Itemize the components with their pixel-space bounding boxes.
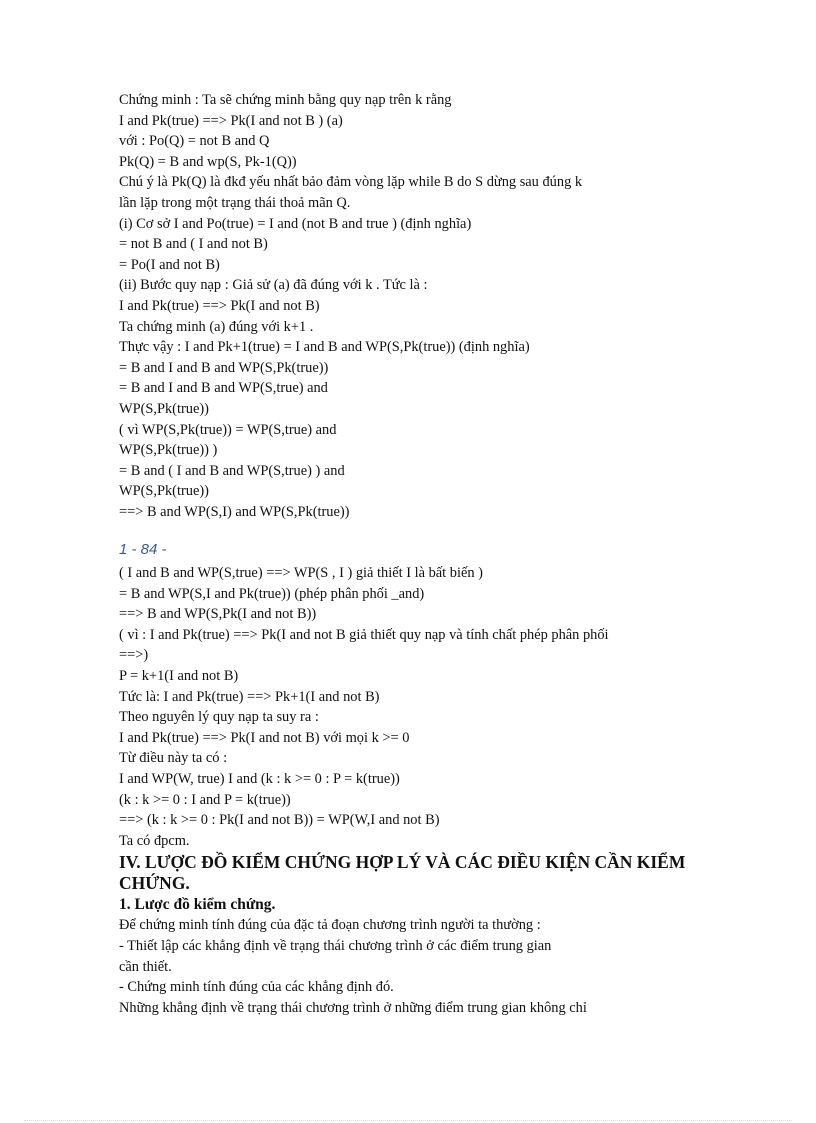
text-line: I and Pk(true) ==> Pk(I and not B) — [119, 297, 320, 314]
text-line: Tức là: I and Pk(true) ==> Pk+1(I and not B) — [119, 688, 380, 705]
page-content — [119, 90, 719, 1018]
text-line: WP(S,Pk(true)) — [119, 400, 209, 417]
text-line: ==> B and WP(S,Pk(I and not B)) — [119, 606, 317, 623]
text-line: (i) Cơ sở I and Po(true) = I and (not B and true ) (định nghĩa) — [119, 215, 472, 232]
text-line: Từ điều này ta có : — [119, 750, 228, 767]
text-line: WP(S,Pk(true)) ) — [119, 442, 218, 459]
text-line: I and Pk(true) ==> Pk(I and not B) với mọi k >= 0 — [119, 729, 410, 746]
text-line: ( vì : I and Pk(true) ==> Pk(I and not B giả thiết quy nạp và tính chất phép phân phối — [119, 626, 609, 643]
text-line: ( I and B and WP(S,true) ==> WP(S , I ) giả thiết I là bất biến ) — [119, 565, 483, 582]
text-line: = B and I and B and WP(S,Pk(true)) — [119, 359, 329, 376]
text-line: Thực vậy : I and Pk+1(true) = I and B and WP(S,Pk(true)) (định nghĩa) — [119, 339, 530, 356]
text-line: - Thiết lập các khẳng định về trạng thái chương trình ở các điểm trung gian — [119, 937, 552, 954]
text-line: = Po(I and not B) — [119, 256, 220, 273]
text-line: với : Po(Q) = not B and Q — [119, 133, 270, 150]
text-line: = B and I and B and WP(S,true) and — [119, 380, 328, 397]
text-line: Ta có đpcm. — [119, 832, 190, 849]
text-line: Để chứng minh tính đúng của đặc tả đoạn chương trình người ta thường : — [119, 917, 541, 934]
text-line: Chứng minh : Ta sẽ chứng minh bằng quy nạp trên k rằng — [119, 92, 452, 108]
text-line: = not B and ( I and not B) — [119, 236, 268, 253]
spacer — [119, 522, 719, 534]
text-line: WP(S,Pk(true)) — [119, 483, 209, 500]
text-line: cần thiết. — [119, 958, 172, 975]
page-number: 1 - 84 - — [119, 541, 167, 559]
text-line: lần lặp trong một trạng thái thoả mãn Q. — [119, 194, 351, 211]
proof-block — [119, 90, 719, 522]
text-line: Pk(Q) = B and wp(S, Pk-1(Q)) — [119, 153, 297, 170]
text-line: - Chứng minh tính đúng của các khẳng định đó. — [119, 979, 394, 996]
page-bottom-rule — [24, 1120, 792, 1121]
text-line: = B and WP(S,I and Pk(true)) (phép phân phối _and) — [119, 585, 425, 602]
text-line: Chú ý là Pk(Q) là đkđ yếu nhất bảo đảm vòng lặp while B do S dừng sau đúng k — [119, 174, 583, 191]
text-line: ==>) — [119, 647, 149, 664]
text-line: ==> B and WP(S,I) and WP(S,Pk(true)) — [119, 503, 350, 520]
text-line: (ii) Bước quy nạp : Giả sử (a) đã đúng với k . Tức là : — [119, 277, 428, 294]
subsection-heading: 1. Lược đồ kiểm chứng. — [119, 896, 276, 914]
text-line: I and Pk(true) ==> Pk(I and not B ) (a) — [119, 112, 343, 129]
section-body — [119, 915, 719, 1018]
text-line: ( vì WP(S,Pk(true)) = WP(S,true) and — [119, 421, 337, 438]
text-line: Những khẳng định về trạng thái chương trình ở những điểm trung gian không chỉ — [119, 999, 587, 1016]
section-heading: IV. LƯỢC ĐỒ KIỂM CHỨNG HỢP LÝ VÀ CÁC ĐIỀU KIỆN CẦN KIỂM CHỨNG. — [119, 852, 686, 894]
text-line: I and WP(W, true) I and (k : k >= 0 : P = k(true)) — [119, 771, 400, 787]
text-line: (k : k >= 0 : I and P = k(true)) — [119, 791, 291, 808]
text-line: P = k+1(I and not B) — [119, 668, 239, 685]
text-line: Theo nguyên lý quy nạp ta suy ra : — [119, 709, 319, 726]
text-line: Ta chứng minh (a) đúng với k+1 . — [119, 318, 314, 335]
text-line: ==> (k : k >= 0 : Pk(I and not B)) = WP(W,I and not B) — [119, 812, 440, 829]
proof-block-continued — [119, 563, 719, 851]
text-line: = B and ( I and B and WP(S,true) ) and — [119, 462, 345, 479]
